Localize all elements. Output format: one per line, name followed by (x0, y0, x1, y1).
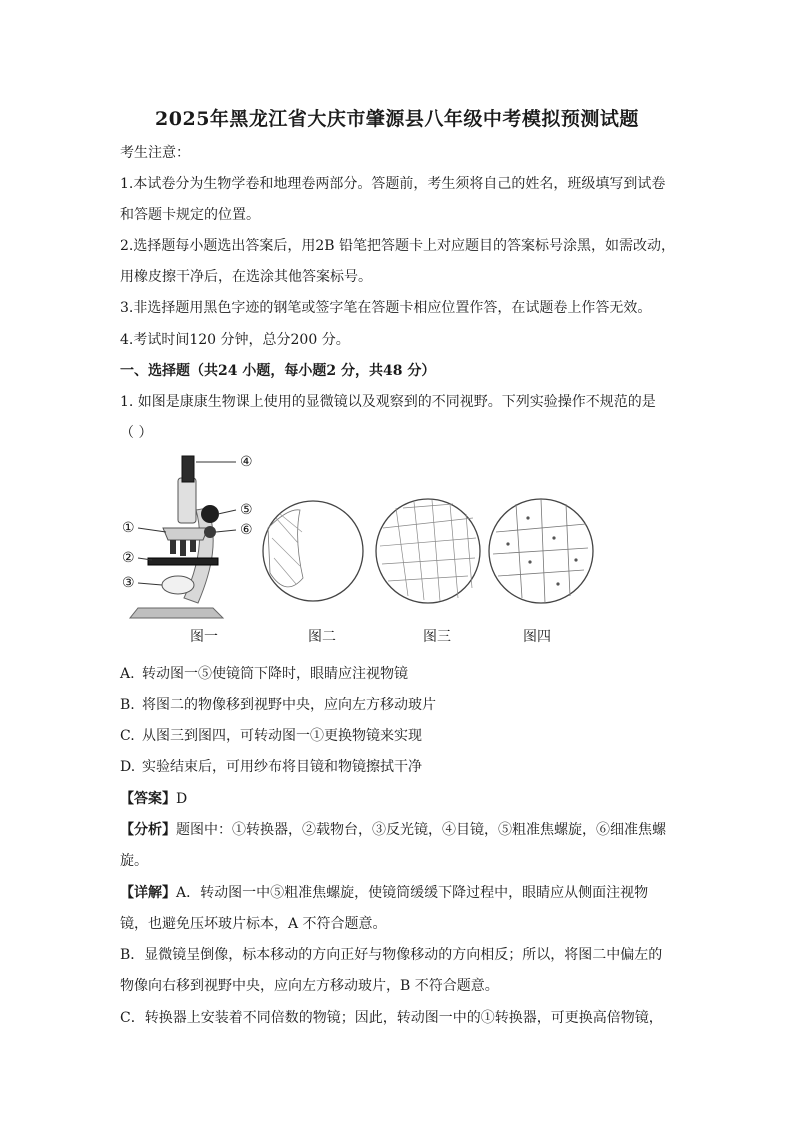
question-figure (118, 448, 678, 650)
notice-line: 2.选择题每小题选出答案后，用2B 铅笔把答题卡上对应题目的答案标号涂黑，如需改动， (120, 238, 676, 254)
label-2: ② (122, 550, 135, 566)
detail-text: A．转动图一中⑤粗准焦螺旋，使镜筒缓缓下降过程中，眼睛应从侧面注视物 (176, 885, 649, 901)
answer-value: D (176, 791, 188, 807)
notice-line: 1.本试卷分为生物学卷和地理卷两部分。答题前，考生须将自己的姓名，班级填写到试卷 (120, 176, 666, 192)
answer-label: 【答案】 (120, 791, 176, 807)
option-text: 将图二的物像移到视野中央，应向左方移动玻片 (142, 697, 436, 713)
question-stem: 1. 如图是康康生物课上使用的显微镜以及观察到的不同视野。下列实验操作不规范的是 (120, 394, 656, 410)
detail-line: B．显微镜呈倒像，标本移动的方向正好与物像移动的方向相反；所以，将图二中偏左的 (120, 947, 663, 963)
detail-line: 镜，也避免压坏玻片标本，A 不符合题意。 (120, 916, 387, 932)
microscope-figure (118, 448, 678, 628)
view-three-circle (376, 499, 480, 603)
answer-parentheses: （ ） (120, 425, 153, 441)
option-text: 转动图一⑤使镜筒下降时，眼睛应注视物镜 (142, 666, 408, 682)
option-a (120, 665, 408, 683)
label-4: ④ (240, 454, 253, 470)
label-1: ① (122, 520, 135, 536)
section-heading: 一、选择题（共24 小题，每小题2 分，共48 分） (120, 363, 436, 379)
option-text: 实验结束后，可用纱布将目镜和物镜擦拭干净 (142, 759, 422, 775)
notice-line: 4.考试时间120 分钟，总分200 分。 (120, 332, 350, 348)
option-b (120, 696, 436, 714)
option-letter: B. (120, 697, 135, 713)
notice-heading: 考生注意： (120, 145, 190, 161)
notice-line: 3.非选择题用黑色字迹的钢笔或签字笔在答题卡相应位置作答，在试题卷上作答无效。 (120, 300, 652, 316)
analysis-label: 【分析】 (120, 822, 176, 838)
caption-figure-3: 图三 (423, 629, 451, 645)
caption-figure-2: 图二 (308, 629, 336, 645)
answer-line (120, 790, 187, 808)
analysis-line (120, 821, 666, 839)
page-title: 2025年黑龙江省大庆市肇源县八年级中考模拟预测试题 (155, 108, 639, 130)
option-letter: D. (120, 759, 136, 775)
label-3: ③ (122, 575, 135, 591)
notice-line: 和答题卡规定的位置。 (120, 207, 260, 223)
option-letter: A. (120, 666, 135, 682)
caption-figure-1: 图一 (190, 629, 218, 645)
detail-line: 物像向右移到视野中央，应向左方移动玻片，B 不符合题意。 (120, 978, 499, 994)
option-letter: C. (120, 728, 135, 744)
view-four-circle (489, 499, 593, 603)
analysis-text: 题图中：①转换器，②载物台，③反光镜，④目镜，⑤粗准焦螺旋，⑥细准焦螺 (176, 822, 666, 838)
notice-line: 用橡皮擦干净后，在选涂其他答案标号。 (120, 269, 372, 285)
label-5: ⑤ (240, 502, 253, 518)
option-c (120, 727, 422, 745)
detail-line: C．转换器上安装着不同倍数的物镜；因此，转动图一中的①转换器，可更换高倍物镜， (120, 1010, 663, 1026)
analysis-line: 旋。 (120, 853, 148, 869)
option-text: 从图三到图四，可转动图一①更换物镜来实现 (142, 728, 422, 744)
view-two-circle (263, 501, 363, 601)
caption-figure-4: 图四 (523, 629, 551, 645)
detail-label: 【详解】 (120, 885, 176, 901)
option-d (120, 758, 422, 776)
detail-line (120, 884, 648, 902)
label-6: ⑥ (240, 522, 253, 538)
microscope-illustration (130, 456, 236, 618)
